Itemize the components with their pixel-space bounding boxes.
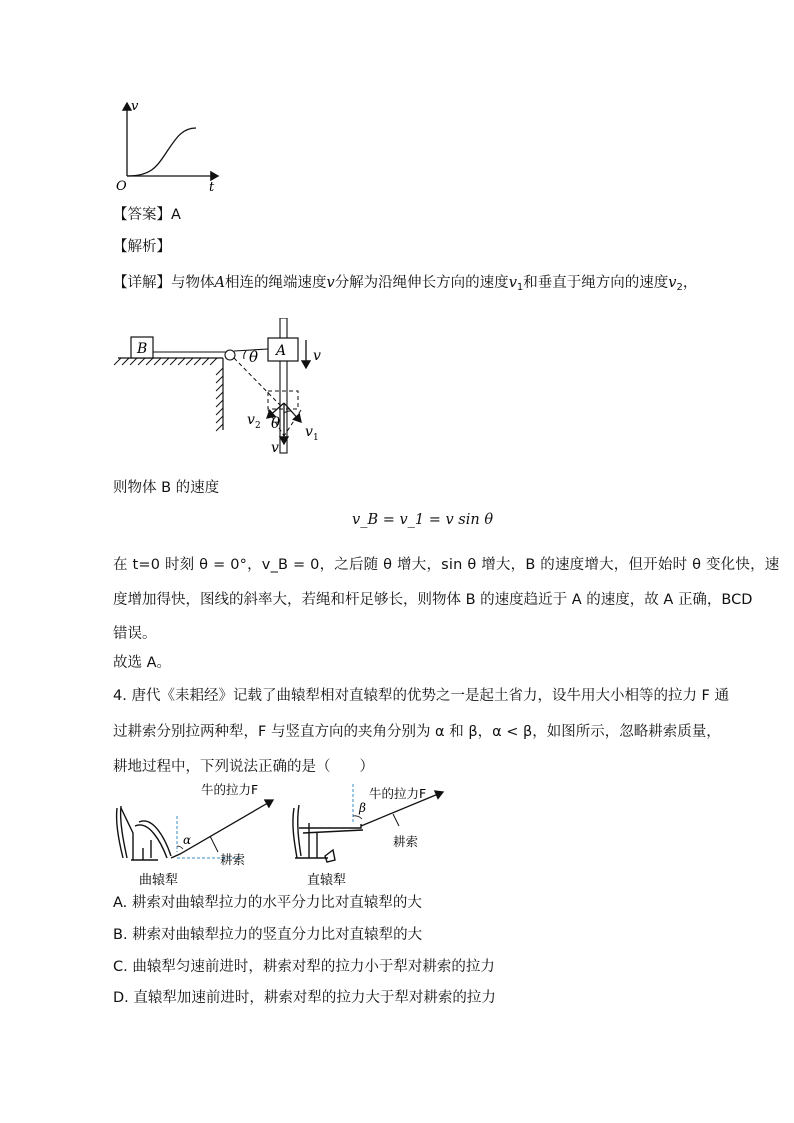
answer-line — [113, 205, 181, 225]
detail-sub-2: 2 — [676, 282, 683, 293]
v-axis-label: v — [131, 99, 139, 114]
blocks-figure — [113, 318, 338, 458]
v-bottom-label: v — [271, 440, 279, 456]
left-rope-label: 耕索 — [220, 852, 246, 867]
para-line-1: 在 t=0 时刻 θ = 0°，v_B = 0，之后随 θ 增大，sin θ 增大，B 的速度增大，但开始时 θ 变化快，速 — [113, 557, 780, 573]
right-rope-leader — [393, 814, 399, 826]
v1-sub: 1 — [313, 433, 319, 443]
right-beta-label: β — [359, 801, 366, 815]
detail-label: 【详解】 — [113, 275, 171, 291]
question-line-1: 4. 唐代《耒耜经》记载了曲辕犁相对直辕犁的优势之一是起土省力，设牛用大小相等的拉力 F 通 — [113, 688, 729, 704]
table-hatching — [114, 358, 217, 365]
right-beta-arc — [353, 816, 362, 819]
analysis-label: 【解析】 — [113, 239, 171, 255]
left-force-label: 牛的拉力F — [201, 782, 259, 797]
para-line-3: 错误。 — [113, 626, 157, 642]
left-plow-name: 曲辕犁 — [139, 873, 179, 888]
detail-text-3: 分解为沿绳伸长方向的速度 — [334, 275, 509, 291]
option-d: D. 直辕犁加速前进时，耕索对犁的拉力大于犁对耕索的拉力 — [113, 990, 496, 1006]
curved-plow — [117, 806, 171, 860]
left-alpha-label: α — [183, 833, 192, 847]
para-line-4: 故选 A。 — [113, 655, 172, 671]
detail-text-4: 和垂直于绳方向的速度 — [523, 275, 669, 291]
v-label: v — [313, 348, 321, 364]
option-c: C. 曲辕犁匀速前进时，耕索对犁的拉力小于犁对耕索的拉力 — [113, 959, 495, 975]
vt-curve — [127, 128, 196, 176]
detail-var-v1: v — [508, 275, 517, 291]
answer-value: A — [171, 207, 181, 223]
detail-var-v: v — [326, 275, 335, 291]
block-a-label: A — [276, 343, 287, 359]
pulley — [225, 350, 235, 360]
detail-line — [113, 273, 697, 298]
detail-text-1: 与物体 — [171, 275, 215, 291]
detail-sub-1: 1 — [516, 282, 524, 293]
detail-var-v2: v — [668, 275, 677, 291]
option-a: A. 耕索对曲辕犁拉力的水平分力比对直辕犁的大 — [113, 895, 422, 911]
detail-text-2: 相连的绳端速度 — [224, 275, 327, 291]
option-b: B. 耕索对曲辕犁拉力的竖直分力比对直辕犁的大 — [113, 927, 423, 943]
v2-label: v — [247, 412, 255, 428]
plow-figure — [113, 778, 458, 890]
wall-hatching — [216, 368, 223, 431]
right-rope-label: 耕索 — [393, 834, 419, 849]
v2-sub: 2 — [255, 421, 261, 431]
question-line-2: 过耕索分别拉两种犁，F 与竖直方向的夹角分别为 α 和 β，α < β，如图所示，忽略耕索质量， — [113, 724, 721, 740]
question-line-3: 耕地过程中，下列说法正确的是（ ） — [113, 759, 374, 775]
left-force-line — [171, 800, 273, 858]
detail-text-5: ， — [682, 275, 698, 291]
equation: v_B = v_1 = v sin θ — [352, 512, 494, 528]
theta-arc — [244, 351, 246, 359]
detail-var-a: A — [214, 275, 225, 291]
origin-label: O — [116, 179, 127, 194]
answer-label: 【答案】 — [113, 207, 171, 223]
right-force-label: 牛的拉力F — [369, 786, 427, 801]
v1-label: v — [305, 424, 313, 440]
theta-label-lower: θ — [271, 414, 281, 432]
block-b-label: B — [137, 341, 148, 357]
theta-label: θ — [249, 348, 259, 366]
vt-graph — [110, 98, 225, 194]
t-axis-label: t — [209, 180, 215, 194]
para-line-2: 度增加得快，图线的斜率大，若绳和杆足够长，则物体 B 的速度趋近于 A 的速度，故 A 正确，BCD — [113, 592, 753, 608]
straight-plow — [293, 805, 363, 862]
speed-b-line: 则物体 B 的速度 — [113, 480, 220, 496]
right-plow-name: 直辕犁 — [307, 873, 347, 888]
left-rope-leader — [210, 836, 218, 852]
